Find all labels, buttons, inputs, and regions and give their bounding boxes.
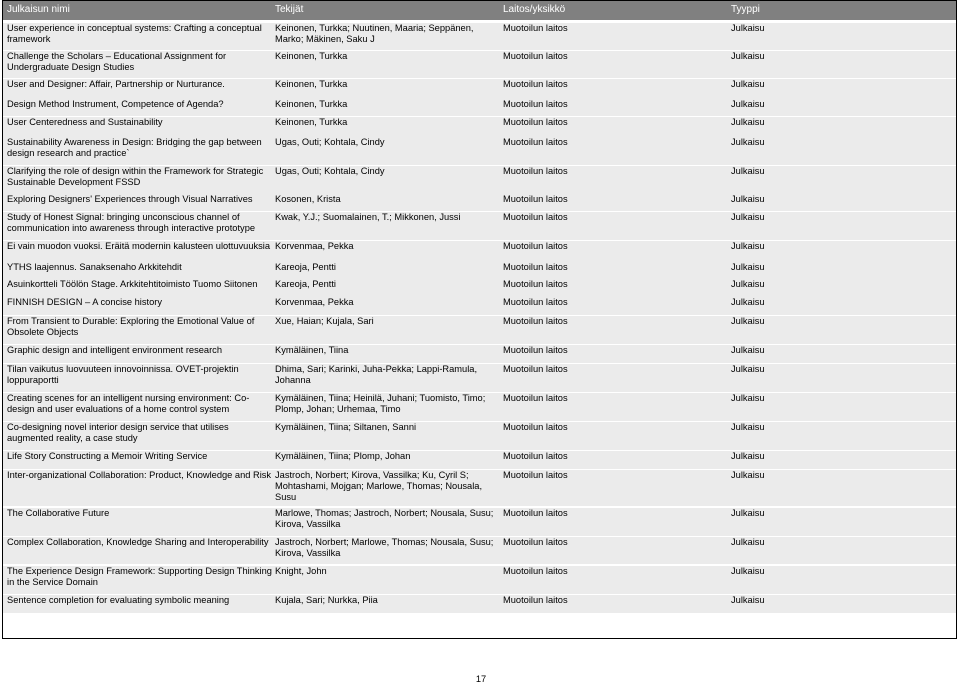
table-row [3, 470, 956, 506]
row-authors: Kosonen, Krista [275, 194, 341, 204]
row-authors: Marlowe, Thomas; Jastroch, Norbert; Nousala, Susu; Kirova, Vassilka [275, 508, 494, 529]
row-title: Sentence completion for evaluating symbolic meaning [7, 595, 230, 605]
table-row [3, 345, 956, 363]
row-type: Julkaisu [731, 262, 765, 272]
row-authors: Kujala, Sari; Nurkka, Piia [275, 595, 378, 605]
row-unit: Muotoilun laitos [503, 117, 568, 127]
row-title: FINNISH DESIGN – A concise history [7, 297, 162, 307]
row-authors: Korvenmaa, Pekka [275, 241, 354, 251]
row-unit: Muotoilun laitos [503, 470, 568, 480]
row-authors: Xue, Haian; Kujala, Sari [275, 316, 374, 326]
table-row [3, 79, 956, 99]
row-type: Julkaisu [731, 451, 765, 461]
row-title: Challenge the Scholars – Educational Assignment for Undergraduate Design Studies [7, 51, 227, 72]
row-type: Julkaisu [731, 212, 765, 222]
row-unit: Muotoilun laitos [503, 364, 568, 374]
row-title: The Collaborative Future [7, 508, 110, 518]
row-authors: Dhima, Sari; Karinki, Juha-Pekka; Lappi-Ramula, Johanna [275, 364, 478, 385]
row-unit: Muotoilun laitos [503, 241, 568, 251]
row-type: Julkaisu [731, 79, 765, 89]
row-title: Exploring Designers' Experiences through Visual Narratives [7, 194, 253, 204]
row-title: Sustainability Awareness in Design: Bridging the gap between design research and practice` [7, 137, 262, 158]
header-type: Tyyppi [731, 4, 760, 15]
row-title: User Centeredness and Sustainability [7, 117, 163, 127]
row-type: Julkaisu [731, 316, 765, 326]
row-unit: Muotoilun laitos [503, 566, 568, 576]
table-row [3, 364, 956, 392]
row-type: Julkaisu [731, 241, 765, 251]
row-unit: Muotoilun laitos [503, 23, 568, 33]
row-type: Julkaisu [731, 166, 765, 176]
row-title: Asuinkortteli Töölön Stage. Arkkitehtitoimisto Tuomo Siitonen [7, 279, 258, 289]
header-unit: Laitos/yksikkö [503, 4, 566, 15]
row-authors: Keinonen, Turkka [275, 51, 348, 61]
row-unit: Muotoilun laitos [503, 137, 568, 147]
row-title: Co-designing novel interior design service that utilises augmented reality, a case study [7, 422, 229, 443]
table-row [3, 99, 956, 116]
table-row [3, 451, 956, 469]
row-authors: Keinonen, Turkka [275, 117, 348, 127]
row-authors: Jastroch, Norbert; Kirova, Vassilka; Ku, Cyril S; Mohtashami, Mojgan; Marlowe, Thomas; Nousala, Susu [275, 470, 483, 502]
table-row [3, 166, 956, 194]
row-authors: Kymäläinen, Tiina [275, 345, 349, 355]
row-title: User experience in conceptual systems: Crafting a conceptual framework [7, 23, 262, 44]
row-authors: Kareoja, Pentti [275, 279, 336, 289]
table-row [3, 51, 956, 78]
row-authors: Jastroch, Norbert; Marlowe, Thomas; Nousala, Susu; Kirova, Vassilka [275, 537, 494, 558]
table-header [3, 1, 956, 20]
row-type: Julkaisu [731, 393, 765, 403]
table-row [3, 194, 956, 211]
header-title: Julkaisun nimi [7, 4, 70, 15]
row-title: Design Method Instrument, Competence of Agenda? [7, 99, 224, 109]
table-row [3, 23, 956, 50]
row-unit: Muotoilun laitos [503, 537, 568, 547]
row-type: Julkaisu [731, 595, 765, 605]
row-authors: Keinonen, Turkka [275, 79, 348, 89]
row-type: Julkaisu [731, 537, 765, 547]
row-type: Julkaisu [731, 99, 765, 109]
row-unit: Muotoilun laitos [503, 393, 568, 403]
table-row [3, 595, 956, 613]
row-unit: Muotoilun laitos [503, 316, 568, 326]
row-title: Tilan vaikutus luovuuteen innovoinnissa. OVET-projektin loppuraportti [7, 364, 239, 385]
row-authors: Korvenmaa, Pekka [275, 297, 354, 307]
table-row [3, 137, 956, 165]
table-row [3, 393, 956, 421]
row-authors: Keinonen, Turkka; Nuutinen, Maaria; Seppänen, Marko; Mäkinen, Saku J [275, 23, 474, 44]
row-title: YTHS laajennus. Sanaksenaho Arkkitehdit [7, 262, 182, 272]
table-row [3, 262, 956, 280]
row-unit: Muotoilun laitos [503, 345, 568, 355]
table-row [3, 212, 956, 240]
row-title: Study of Honest Signal: bringing unconscious channel of communication into awareness through interactive prototype [7, 212, 256, 233]
header-authors: Tekijät [275, 4, 304, 15]
row-authors: Keinonen, Turkka [275, 99, 348, 109]
row-title: Life Story Constructing a Memoir Writing Service [7, 451, 208, 461]
row-authors: Kymäläinen, Tiina; Siltanen, Sanni [275, 422, 417, 432]
row-unit: Muotoilun laitos [503, 194, 568, 204]
table-row [3, 297, 956, 315]
row-unit: Muotoilun laitos [503, 51, 568, 61]
row-title: Creating scenes for an intelligent nursing environment: Co-design and user evaluations of a home control system [7, 393, 250, 414]
row-authors: Ugas, Outi; Kohtala, Cindy [275, 137, 385, 147]
row-type: Julkaisu [731, 23, 765, 33]
row-unit: Muotoilun laitos [503, 99, 568, 109]
table-row [3, 422, 956, 450]
row-unit: Muotoilun laitos [503, 297, 568, 307]
table-row [3, 537, 956, 564]
row-title: The Experience Design Framework: Supporting Design Thinking in the Service Domain [7, 566, 272, 587]
row-unit: Muotoilun laitos [503, 212, 568, 222]
row-type: Julkaisu [731, 297, 765, 307]
row-type: Julkaisu [731, 137, 765, 147]
row-title: Graphic design and intelligent environment research [7, 345, 222, 355]
row-unit: Muotoilun laitos [503, 451, 568, 461]
table-row [3, 566, 956, 594]
row-type: Julkaisu [731, 51, 765, 61]
row-type: Julkaisu [731, 364, 765, 374]
row-title: From Transient to Durable: Exploring the Emotional Value of Obsolete Objects [7, 316, 255, 337]
row-unit: Muotoilun laitos [503, 279, 568, 289]
row-authors: Kymäläinen, Tiina; Plomp, Johan [275, 451, 411, 461]
row-authors: Ugas, Outi; Kohtala, Cindy [275, 166, 385, 176]
row-type: Julkaisu [731, 470, 765, 480]
row-title: Complex Collaboration, Knowledge Sharing and Interoperability [7, 537, 269, 547]
table-row [3, 279, 956, 297]
page-number: 17 [475, 674, 487, 684]
row-unit: Muotoilun laitos [503, 79, 568, 89]
row-type: Julkaisu [731, 279, 765, 289]
row-unit: Muotoilun laitos [503, 595, 568, 605]
row-unit: Muotoilun laitos [503, 508, 568, 518]
row-unit: Muotoilun laitos [503, 262, 568, 272]
row-authors: Kymäläinen, Tiina; Heinilä, Juhani; Tuomisto, Timo; Plomp, Johan; Urhemaa, Timo [275, 393, 486, 414]
row-unit: Muotoilun laitos [503, 422, 568, 432]
table-row [3, 316, 956, 344]
row-title: User and Designer: Affair, Partnership or Nurturance. [7, 79, 225, 89]
row-authors: Kwak, Y.J.; Suomalainen, T.; Mikkonen, Jussi [275, 212, 461, 222]
table-row [3, 117, 956, 137]
row-title: Clarifying the role of design within the Framework for Strategic Sustainable Development FSSD [7, 166, 264, 187]
row-title: Inter-organizational Collaboration: Product, Knowledge and Risk [7, 470, 272, 480]
row-type: Julkaisu [731, 345, 765, 355]
row-title: Ei vain muodon vuoksi. Eräitä modernin kalusteen ulottuvuuksia [7, 241, 271, 251]
row-type: Julkaisu [731, 194, 765, 204]
row-unit: Muotoilun laitos [503, 166, 568, 176]
row-type: Julkaisu [731, 508, 765, 518]
row-type: Julkaisu [731, 117, 765, 127]
row-authors: Kareoja, Pentti [275, 262, 336, 272]
table-row [3, 508, 956, 536]
row-type: Julkaisu [731, 566, 765, 576]
row-authors: Knight, John [275, 566, 327, 576]
row-type: Julkaisu [731, 422, 765, 432]
